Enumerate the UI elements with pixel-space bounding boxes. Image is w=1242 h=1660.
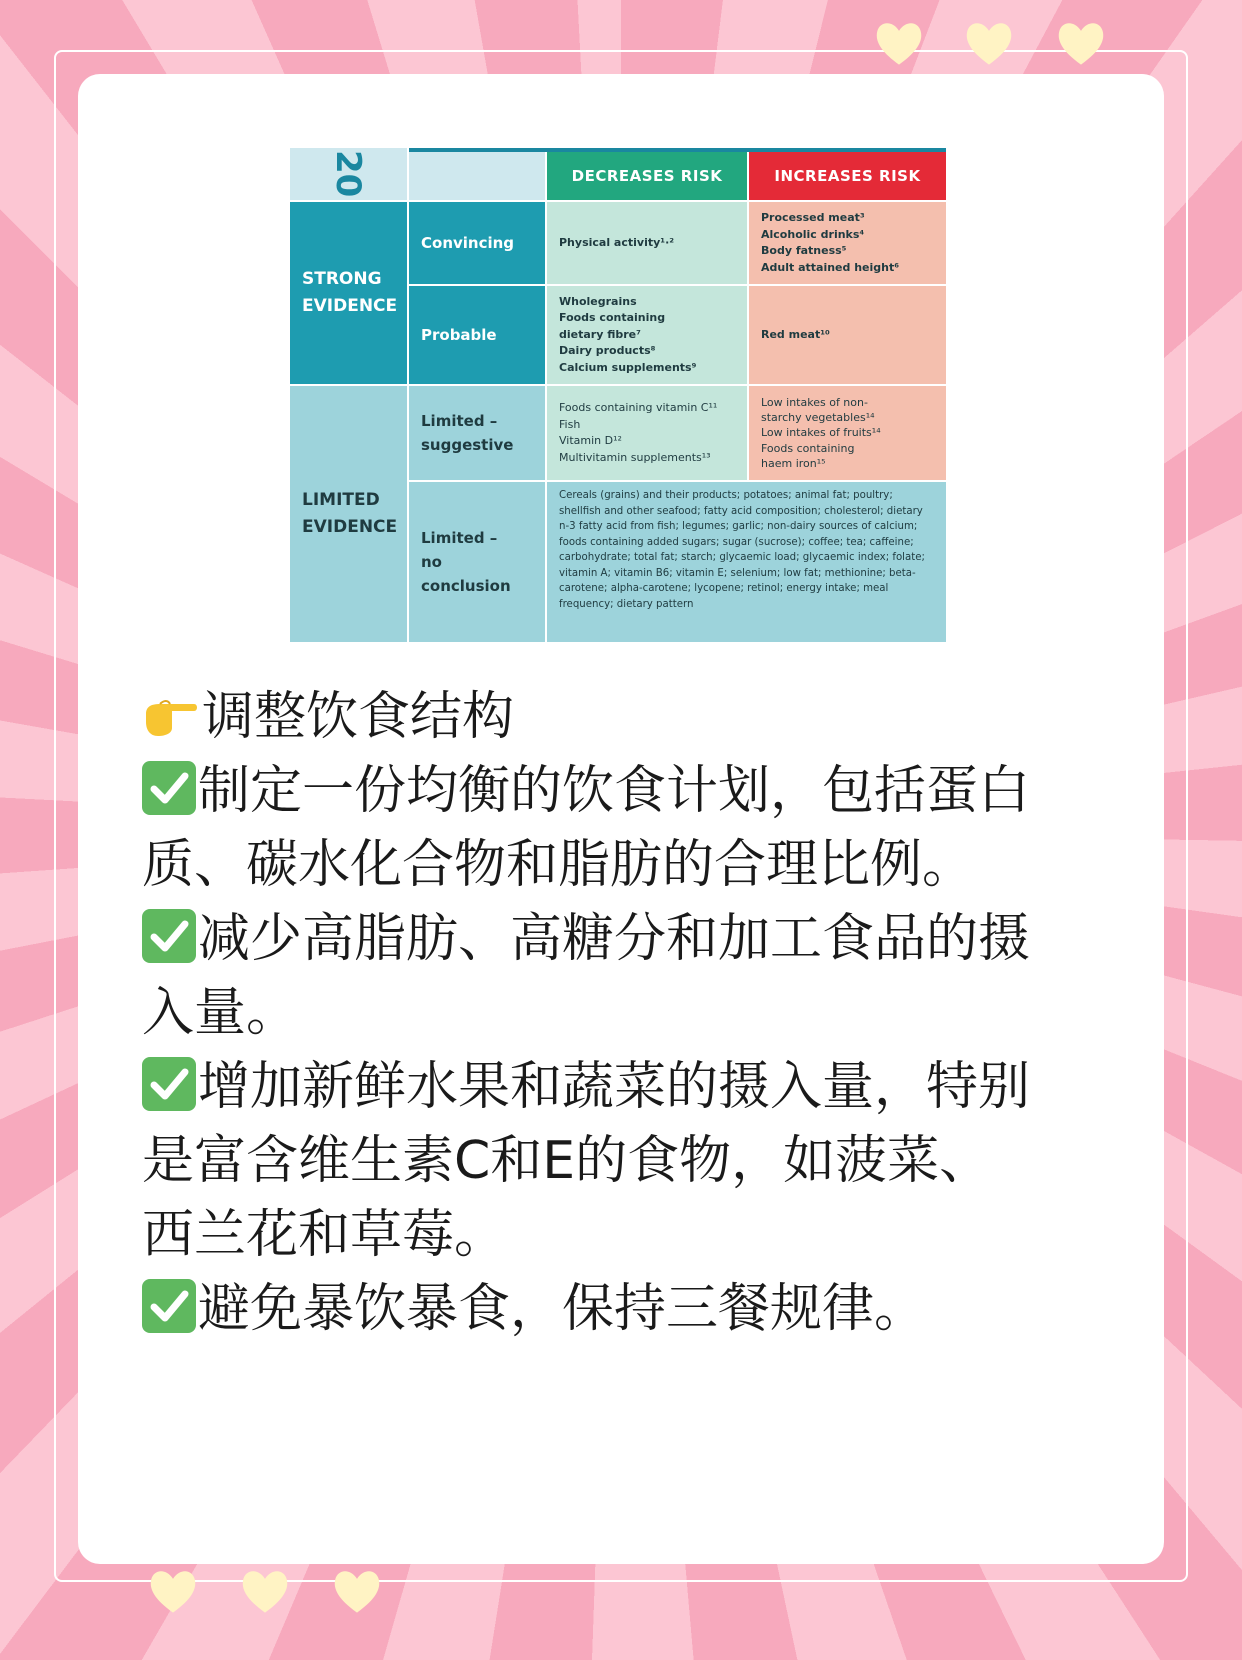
heart-icon bbox=[146, 1564, 200, 1618]
group-limited-evidence: LIMITED EVIDENCE bbox=[302, 489, 398, 537]
convincing-decreases: Physical activity¹·² bbox=[559, 235, 675, 249]
row-label-probable: Probable bbox=[421, 326, 497, 344]
heart-icon bbox=[872, 16, 926, 70]
evidence-matrix bbox=[290, 148, 946, 642]
item-1-line-1: 制定一份均衡的饮食计划，包括蛋白 bbox=[142, 754, 1102, 828]
item-4-line-1: 避免暴饮暴食，保持三餐规律。 bbox=[142, 1272, 1102, 1346]
item-3-line-1: 增加新鲜水果和蔬菜的摄入量，特别 bbox=[142, 1050, 1102, 1124]
probable-increases: Red meat¹⁰ bbox=[761, 327, 830, 341]
heart-icon bbox=[330, 1564, 384, 1618]
heading: 调整饮食结构 bbox=[202, 687, 515, 747]
no-conclusion-list: Cereals (grains) and their products; potatoes; animal fat; poultry; shellfish and other seafood; fatty acid composition; cholesterol; dietary n-3 fatty acid from fish; legumes; garlic; non-dairy sources of calcium; foods containing added sugars; sugar (sucrose); coffee; tea; caffeine; carbohydrate; total fat; starch; glycaemic load; glycaemic index; folate; vitamin A; vitamin B6; vitamin E; selenium; low fat; methionine; beta-carotene; alpha-carotene; lycopene; retinol; energy intake; meal frequency; dietary pattern bbox=[559, 490, 925, 610]
heart-icon bbox=[238, 1564, 292, 1618]
convincing-increases: Processed meat³ Alcoholic drinks⁴ Body fatness⁵ Adult attained height⁶ bbox=[761, 211, 900, 274]
pointing-hand-icon bbox=[142, 686, 200, 734]
item-3-line-3: 西兰花和草莓。 bbox=[142, 1205, 507, 1265]
row-label-no-conclusion: Limited – no conclusion bbox=[421, 529, 511, 595]
heading-line bbox=[142, 680, 1102, 754]
probable-decreases: Wholegrains Foods containing dietary fibre⁷ Dairy products⁸ Calcium supplements⁹ bbox=[559, 294, 697, 374]
header-decreases-risk: DECREASES RISK bbox=[571, 166, 723, 185]
item-1-line-2: 质、碳水化合物和脂肪的合理比例。 bbox=[142, 835, 975, 895]
row-label-suggestive: Limited – suggestive bbox=[421, 412, 514, 454]
suggestive-decreases: Foods containing vitamin C¹¹ Fish Vitamin D¹² Multivitamin supplements¹³ bbox=[559, 401, 718, 464]
item-2-line-1: 减少高脂肪、高糖分和加工食品的摄 bbox=[142, 902, 1102, 976]
suggestive-increases: Low intakes of non- starchy vegetables¹⁴ Low intakes of fruits¹⁴ Foods containing haem iron¹⁵ bbox=[761, 395, 881, 471]
check-mark-icon bbox=[142, 761, 196, 815]
item-2-line-2: 入量。 bbox=[142, 983, 299, 1043]
check-mark-icon bbox=[142, 909, 196, 963]
heart-icon bbox=[1054, 16, 1108, 70]
check-mark-icon bbox=[142, 1057, 196, 1111]
advice-text bbox=[142, 680, 1102, 1346]
year-fragment: 20 bbox=[328, 150, 368, 198]
header-increases-risk: INCREASES RISK bbox=[774, 166, 921, 185]
check-mark-icon bbox=[142, 1279, 196, 1333]
item-3-line-2: 是富含维生素C和E的食物，如菠菜、 bbox=[142, 1131, 992, 1191]
row-label-convincing: Convincing bbox=[421, 234, 515, 252]
group-strong-evidence: STRONG EVIDENCE bbox=[302, 268, 398, 316]
heart-icon bbox=[962, 16, 1016, 70]
